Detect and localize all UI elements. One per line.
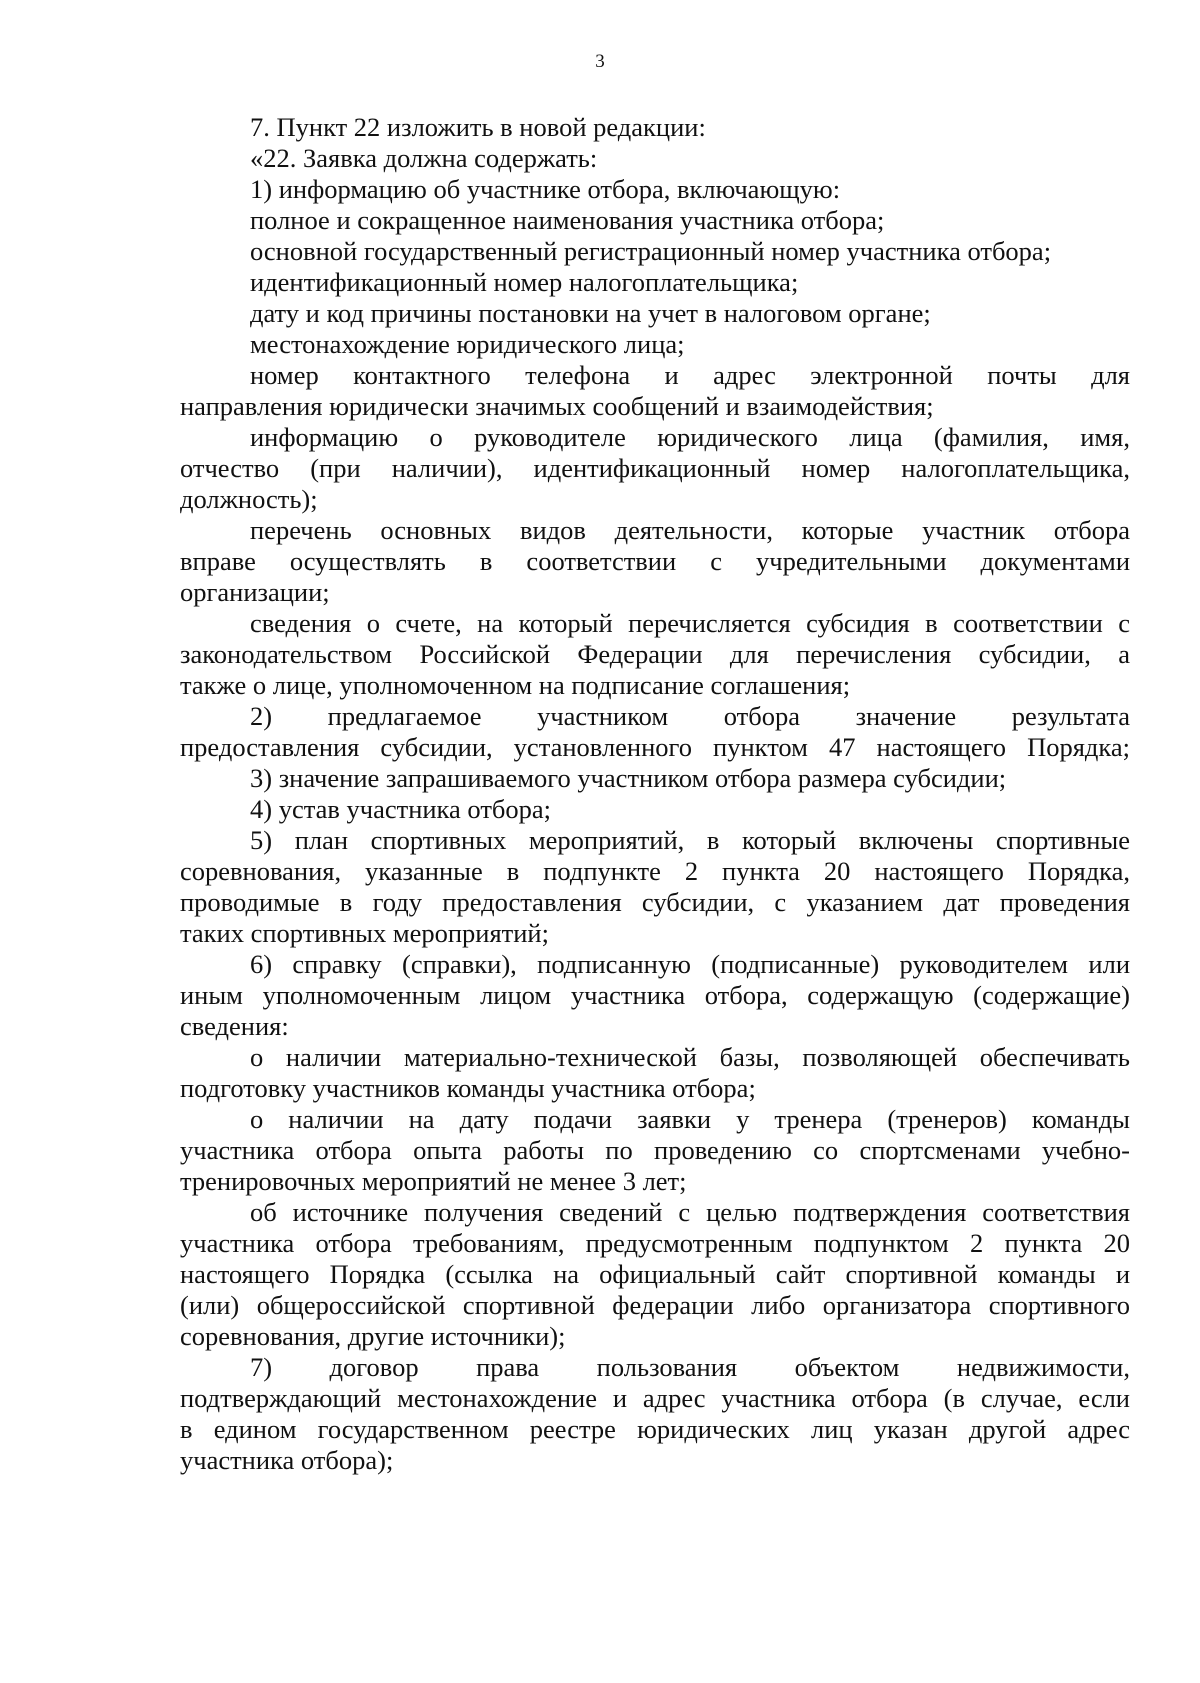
text-line: соревнования, другие источники); (180, 1321, 566, 1351)
text-line: дату и код причины постановки на учет в налоговом органе; (250, 298, 931, 328)
text-line: 3) значение запрашиваемого участником отбора размера субсидии; (250, 763, 1007, 793)
text-line: 6) справку (справки), подписанную (подписанные) руководителем или (250, 949, 1130, 979)
text-line: должность); (180, 484, 318, 514)
text-line: организации; (180, 577, 330, 607)
text-line: 2) предлагаемое участником отбора значение результата (250, 701, 1130, 731)
text-line: (или) общероссийской спортивной федерации либо организатора спортивного (180, 1290, 1130, 1320)
text-line: в едином государственном реестре юридических лиц указан другой адрес (180, 1414, 1130, 1444)
text-line: направления юридически значимых сообщений и взаимодействия; (180, 391, 934, 421)
text-line: вправе осуществлять в соответствии с учредительными документами (180, 546, 1130, 576)
text-line: участника отбора опыта работы по проведению со спортсменами учебно- (180, 1135, 1130, 1165)
text-line: 5) план спортивных мероприятий, в который включены спортивные (250, 825, 1130, 855)
text-line: таких спортивных мероприятий; (180, 918, 549, 948)
text-line: 4) устав участника отбора; (250, 794, 552, 824)
text-line: участника отбора требованиям, предусмотренным подпунктом 2 пункта 20 (180, 1228, 1130, 1258)
text-line: участника отбора); (180, 1445, 394, 1475)
text-line: о наличии на дату подачи заявки у тренера (тренеров) команды (250, 1104, 1130, 1134)
text-line: тренировочных мероприятий не менее 3 лет; (180, 1166, 687, 1196)
text-line: сведения: (180, 1011, 289, 1041)
text-line: полное и сокращенное наименования участника отбора; (250, 205, 885, 235)
text-line: местонахождение юридического лица; (250, 329, 685, 359)
page-number: 3 (595, 51, 605, 72)
text-line: сведения о счете, на который перечисляется субсидия в соответствии с (250, 608, 1130, 638)
text-line: также о лице, уполномоченном на подписание соглашения; (180, 670, 851, 700)
text-line: 1) информацию об участнике отбора, включающую: (250, 174, 841, 204)
text-line: «22. Заявка должна содержать: (250, 143, 598, 173)
text-line: номер контактного телефона и адрес электронной почты для (250, 360, 1130, 390)
document-body (180, 112, 1130, 1476)
text-line: соревнования, указанные в подпункте 2 пункта 20 настоящего Порядка, (180, 856, 1130, 886)
text-line: подготовку участников команды участника отбора; (180, 1073, 756, 1103)
text-line: иным уполномоченным лицом участника отбора, содержащую (содержащие) (180, 980, 1130, 1010)
text-line: основной государственный регистрационный номер участника отбора; (250, 236, 1052, 266)
text-line: об источнике получения сведений с целью подтверждения соответствия (250, 1197, 1130, 1227)
text-line: 7. Пункт 22 изложить в новой редакции: (250, 112, 706, 142)
text-line: предоставления субсидии, установленного пунктом 47 настоящего Порядка; (180, 732, 1130, 762)
text-line: настоящего Порядка (ссылка на официальный сайт спортивной команды и (180, 1259, 1130, 1289)
text-line: информацию о руководителе юридического лица (фамилия, имя, (250, 422, 1130, 452)
text-line: о наличии материально-технической базы, позволяющей обеспечивать (250, 1042, 1130, 1072)
text-line: 7) договор права пользования объектом недвижимости, (250, 1352, 1130, 1382)
text-line: отчество (при наличии), идентификационный номер налогоплательщика, (180, 453, 1130, 483)
text-line: законодательством Российской Федерации для перечисления субсидии, а (180, 639, 1130, 669)
text-line: идентификационный номер налогоплательщика; (250, 267, 799, 297)
text-line: проводимые в году предоставления субсидии, с указанием дат проведения (180, 887, 1130, 917)
text-line: перечень основных видов деятельности, которые участник отбора (250, 515, 1130, 545)
text-line: подтверждающий местонахождение и адрес участника отбора (в случае, если (180, 1383, 1130, 1413)
